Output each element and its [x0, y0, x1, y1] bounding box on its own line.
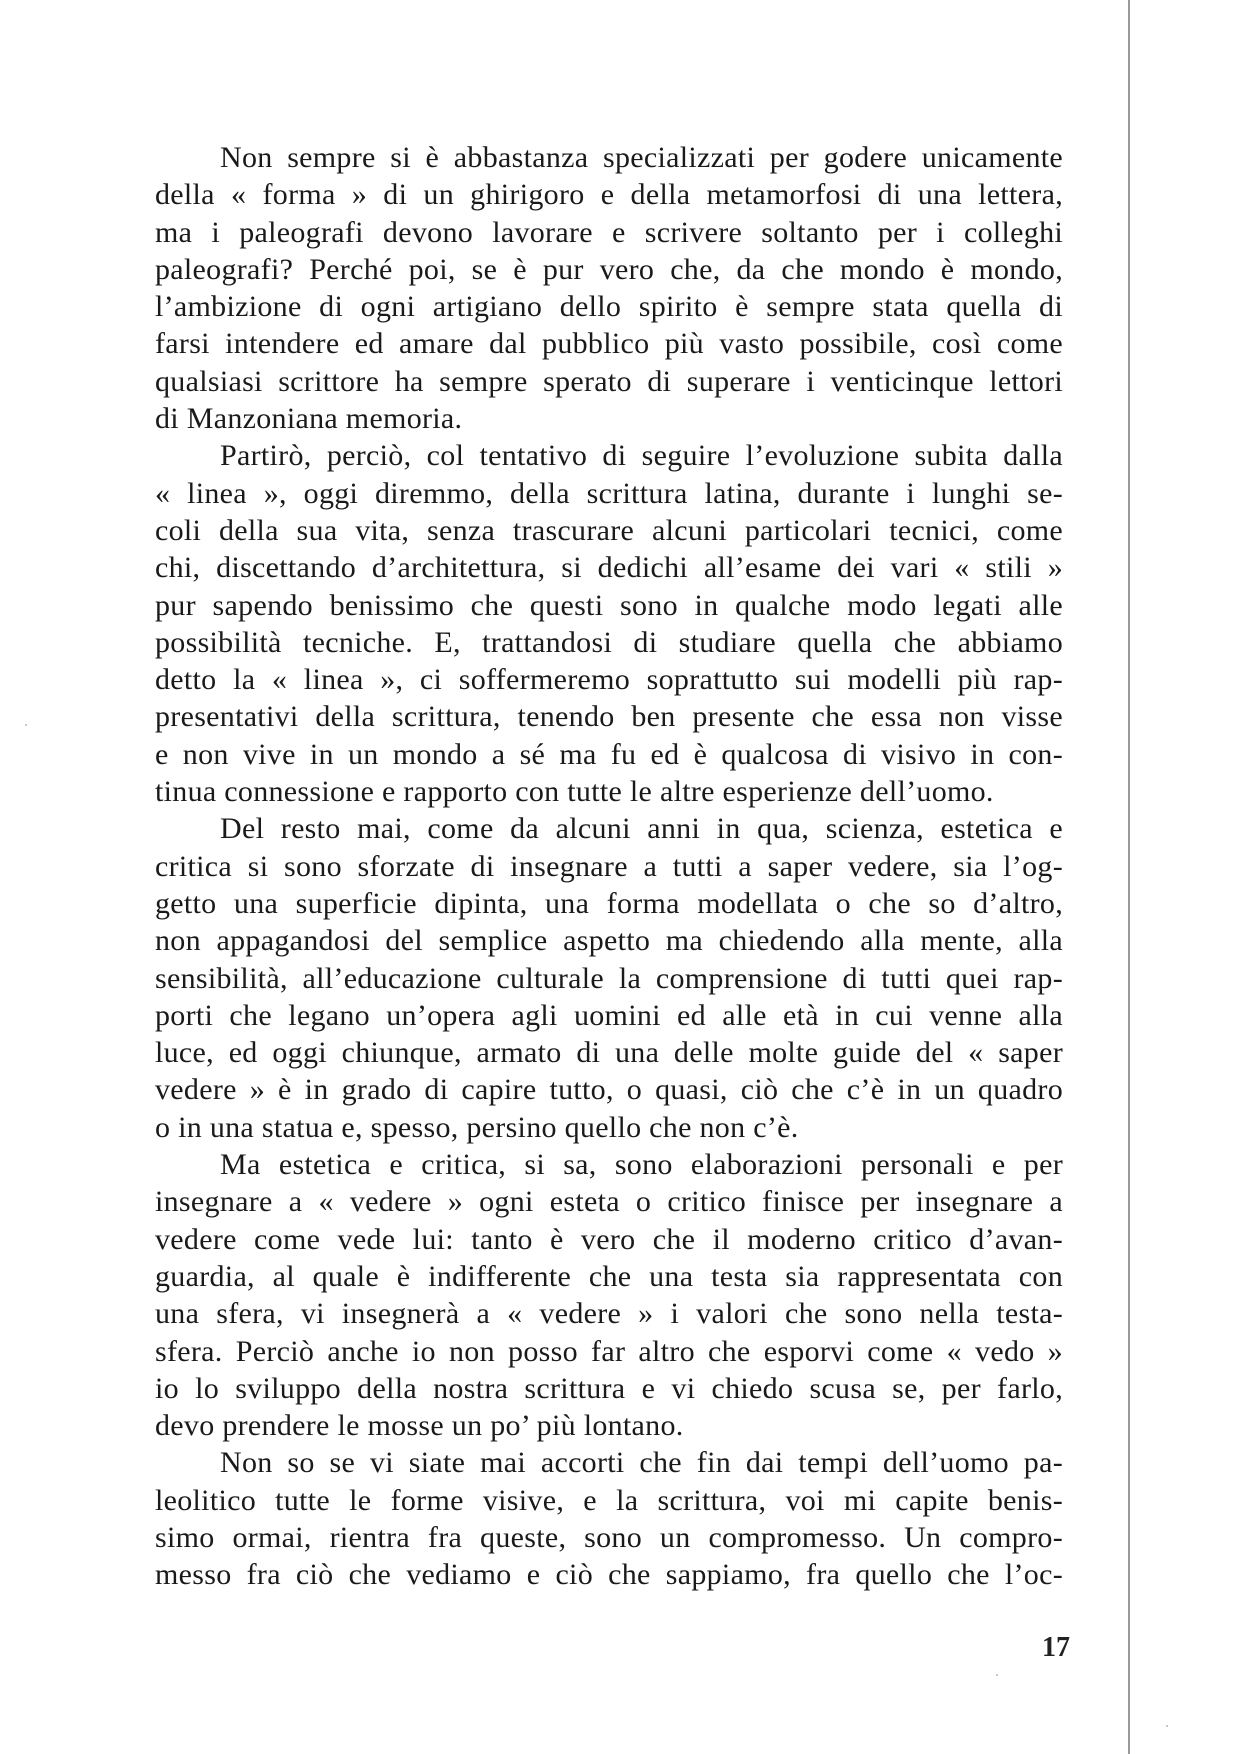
text-line: io lo sviluppo della nostra scrittura e vi chiedo scusa se, per farlo,: [155, 1371, 1063, 1405]
text-line: farsi intendere ed amare dal pubblico più vasto possibile, così come: [155, 327, 1063, 361]
text-line: ma i paleografi devono lavorare e scrivere soltanto per i colleghi: [155, 215, 1063, 249]
text-line: insegnare a « vedere » ogni esteta o critico finisce per insegnare a: [155, 1185, 1063, 1219]
text-line: Non so se vi siate mai accorti che fin dai tempi dell’uomo pa-: [220, 1446, 1063, 1480]
paragraph-1: [155, 139, 1063, 437]
text-line: porti che legano un’opera agli uomini ed alle età in cui venne alla: [155, 998, 1063, 1032]
text-line: leolitico tutte le forme visive, e la scrittura, voi mi capite benis-: [155, 1483, 1063, 1517]
text-line: coli della sua vita, senza trascurare alcuni particolari tecnici, come: [155, 513, 1063, 547]
text-line: l’ambizione di ogni artigiano dello spirito è sempre stata quella di: [155, 290, 1063, 324]
text-line: « linea », oggi diremmo, della scrittura latina, durante i lunghi se-: [155, 476, 1063, 510]
paragraph-3: [155, 810, 1063, 1146]
text-line: e non vive in un mondo a sé ma fu ed è qualcosa di visivo in con-: [155, 737, 1063, 771]
paragraph-5: [155, 1444, 1063, 1593]
text-line: detto la « linea », ci soffermeremo soprattutto sui modelli più rap-: [155, 663, 1063, 697]
text-line: pur sapendo benissimo che questi sono in qualche modo legati alle: [155, 588, 1063, 622]
text-line: critica si sono sforzate di insegnare a tutti a saper vedere, sia l’og-: [155, 849, 1063, 883]
scan-speck: [25, 724, 27, 726]
text-line: chi, discettando d’architettura, si dedichi all’esame dei vari « stili »: [155, 551, 1063, 585]
text-line: getto una superficie dipinta, una forma modellata o che so d’altro,: [155, 886, 1063, 920]
text-line: devo prendere le mosse un po’ più lontano.: [155, 1409, 684, 1443]
text-line: messo fra ciò che vediamo e ciò che sappiamo, fra quello che l’oc-: [155, 1558, 1063, 1592]
text-line: vedere come vede lui: tanto è vero che il moderno critico d’avan-: [155, 1222, 1063, 1256]
scan-speck: [996, 1674, 998, 1676]
paragraph-2: [155, 437, 1063, 810]
text-line: luce, ed oggi chiunque, armato di una delle molte guide del « saper: [155, 1036, 1063, 1070]
scan-speck: [1166, 1725, 1168, 1727]
text-line: possibilità tecniche. E, trattandosi di studiare quella che abbiamo: [155, 625, 1063, 659]
text-line: tinua connessione e rapporto con tutte le altre esperienze dell’uomo.: [155, 775, 994, 809]
page-edge-divider: [1128, 0, 1130, 1754]
text-line: non appagandosi del semplice aspetto ma chiedendo alla mente, alla: [155, 924, 1063, 958]
text-line: presentativi della scrittura, tenendo ben presente che essa non visse: [155, 700, 1063, 734]
text-line: paleografi? Perché poi, se è pur vero che, da che mondo è mondo,: [155, 252, 1063, 286]
text-line: Del resto mai, come da alcuni anni in qua, scienza, estetica e: [220, 812, 1063, 846]
text-line: vedere » è in grado di capire tutto, o quasi, ciò che c’è in un quadro: [155, 1073, 1063, 1107]
text-line: una sfera, vi insegnerà a « vedere » i valori che sono nella testa-: [155, 1297, 1063, 1331]
text-line: guardia, al quale è indifferente che una testa sia rappresentata con: [155, 1259, 1063, 1293]
page-number: 17: [1042, 1632, 1070, 1663]
text-line: Partirò, perciò, col tentativo di seguire l’evoluzione subita dalla: [220, 439, 1063, 473]
text-line: simo ormai, rientra fra queste, sono un compromesso. Un compro-: [155, 1520, 1063, 1554]
body-text: [155, 139, 1063, 1594]
text-line: qualsiasi scrittore ha sempre sperato di superare i venticinque lettori: [155, 364, 1063, 398]
text-line: sfera. Perciò anche io non posso far altro che esporvi come « vedo »: [155, 1334, 1063, 1368]
text-line: della « forma » di un ghirigoro e della metamorfosi di una lettera,: [155, 178, 1063, 212]
text-line: Non sempre si è abbastanza specializzati per godere unicamente: [220, 141, 1063, 174]
text-line: o in una statua e, spesso, persino quello che non c’è.: [155, 1110, 799, 1144]
text-line: sensibilità, all’educazione culturale la comprensione di tutti quei rap-: [155, 961, 1063, 995]
text-line: di Manzoniana memoria.: [155, 402, 463, 436]
text-line: Ma estetica e critica, si sa, sono elaborazioni personali e per: [220, 1148, 1063, 1182]
paragraph-4: [155, 1146, 1063, 1444]
